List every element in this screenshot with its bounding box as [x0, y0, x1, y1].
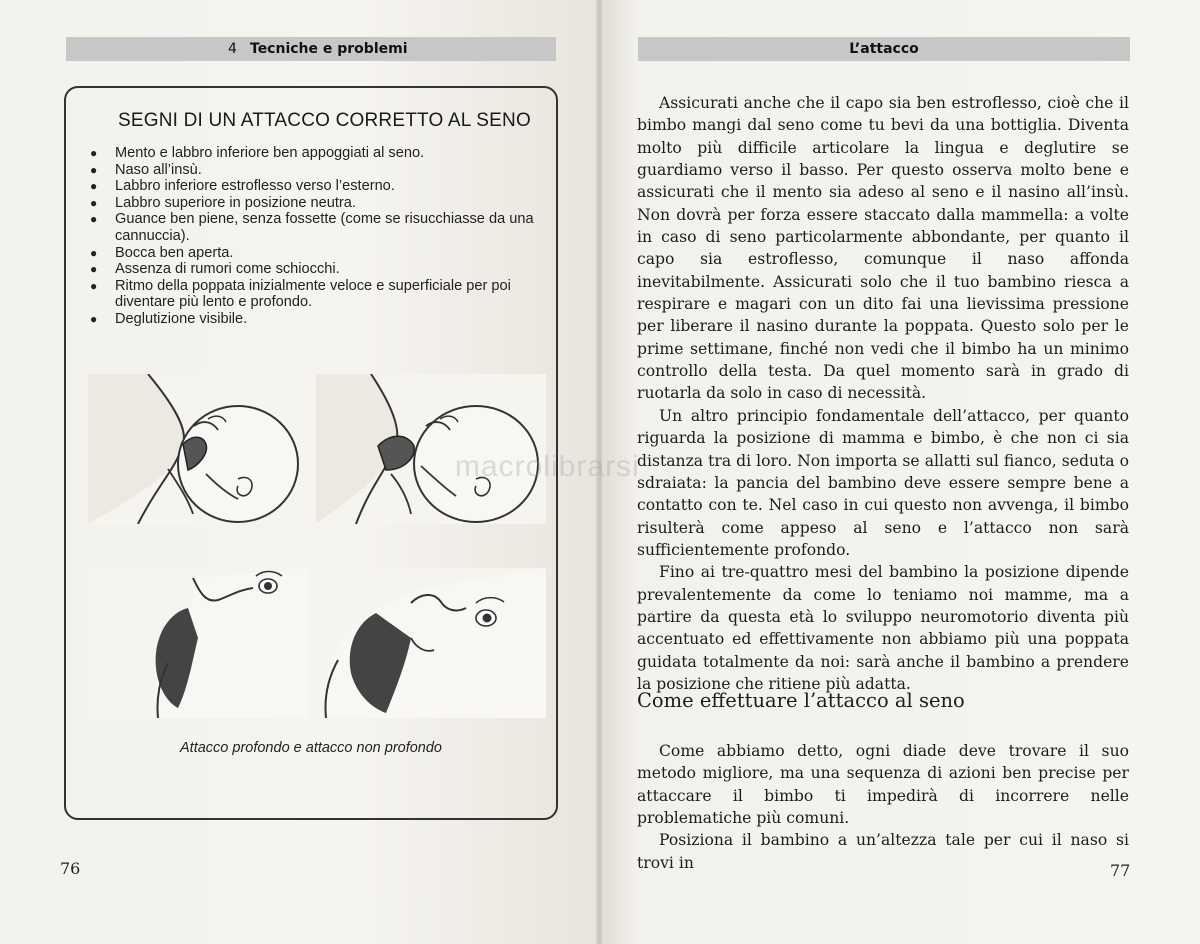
paragraph: Posiziona il bambino a un’altezza tale per cui il naso si trovi in: [637, 831, 1129, 872]
section-text-block: [637, 740, 1129, 874]
bullet-icon: ●: [90, 146, 98, 160]
watermark: macrolibrarsi: [455, 450, 640, 483]
bullet-icon: ●: [90, 311, 98, 326]
bullet-icon: ●: [90, 262, 98, 277]
list-item: ● Labbro inferiore estroflesso verso l’esterno.: [90, 178, 395, 195]
chapter-number: 4: [228, 41, 237, 57]
shallow-latch-side-illustration: [316, 374, 546, 524]
list-item: ● Mento e labbro inferiore ben appoggiati al seno.: [90, 145, 425, 161]
bullet-icon: ●: [90, 179, 98, 194]
illustration-caption: Attacco profondo e attacco non profondo: [180, 740, 442, 756]
page-number-right: 77: [1110, 861, 1131, 880]
right-page: [602, 0, 1200, 944]
section-title: Come effettuare l’attacco al seno: [637, 689, 965, 712]
shallow-latch-front-illustration: [316, 568, 546, 718]
bullet-icon: ●: [90, 245, 98, 260]
list-item: ● Assenza di rumori come schiocchi.: [90, 261, 340, 278]
body-text-block: [637, 92, 1129, 695]
bullet-icon: ●: [90, 162, 98, 177]
bullet-icon: ●: [90, 195, 98, 210]
left-running-header: [66, 37, 556, 61]
bullet-icon: ●: [90, 278, 98, 293]
signs-list: [88, 145, 548, 328]
paragraph: Un altro principio fondamentale dell’attacco, per quanto riguarda la posizione di mamma e bimbo, è che non ci sia distanza tra di loro. Non importa se allatti sul fianco, seduta o sdraiata: la pancia del bambino deve essere sempre bene a contatto con te. Nel caso in cui questo non avvenga, il bimbo risulterà come appeso al seno e l’attacco non sarà sufficientemente profondo.: [637, 406, 1129, 559]
paragraph: Fino ai tre-quattro mesi del bambino la posizione dipende prevalentemente da come lo teniamo noi mamme, ma a partire da questa età lo sviluppo neuromotorio diventa più accentuato ed effettivamente non abbiamo più una poppata guidata totalmente da noi: sarà anche il bambino a prendere la posizione che ritiene più adatta.: [637, 563, 1129, 693]
list-item: ● Ritmo della poppata inizialmente veloce e superficiale per poi diventare più lento e profondo.: [90, 277, 511, 311]
deep-latch-front-illustration: [88, 568, 308, 718]
bullet-icon: ●: [90, 212, 98, 227]
list-item: ● Naso all’insù.: [90, 161, 202, 178]
right-running-header: L’attacco: [638, 37, 1130, 61]
list-item: ● Deglutizione visibile.: [90, 310, 248, 327]
list-item: ● Labbro superiore in posizione neutra.: [90, 194, 356, 211]
chapter-title: Tecniche e problemi: [250, 41, 408, 57]
box-title: SEGNI DI UN ATTACCO CORRETTO AL SENO: [118, 110, 531, 131]
paragraph: Come abbiamo detto, ogni diade deve trovare il suo metodo migliore, ma una sequenza di azioni ben precise per attaccare il bimbo ti impedirà di incorrere nelle problematiche più comuni.: [637, 742, 1129, 828]
paragraph: Assicurati anche che il capo sia ben estroflesso, cioè che il bimbo mangi dal seno come tu bevi da una bottiglia. Diventa molto più difficile articolare la lingua e deglutire se guardiamo verso il basso. Per questo osserva molto bene e assicurati che il mento sia adeso al seno e il nasino all’insù. Non dovrà per forza essere staccato dalla mammella: a volte in caso di seno particolarmente abbondante, per quanto il capo sia estroflesso, comunque il naso affonda inevitabilmente. Assicurati solo che il tuo bambino riesca a respirare e magari con un dito fai una lievissima pressione per liberare il nasino durante la poppata. Questo solo per le prime settimane, finché non vedi che il bimbo ha un minimo controllo della testa. Da quel momento sarà in grado di ruotarla da solo in caso di necessità.: [637, 94, 1129, 403]
list-item: ● Bocca ben aperta.: [90, 244, 234, 261]
list-item: ● Guance ben piene, senza fossette (come se risucchiasse da una cannuccia).: [90, 211, 534, 244]
deep-latch-side-illustration: [88, 374, 308, 524]
page-number-left: 76: [60, 859, 81, 878]
